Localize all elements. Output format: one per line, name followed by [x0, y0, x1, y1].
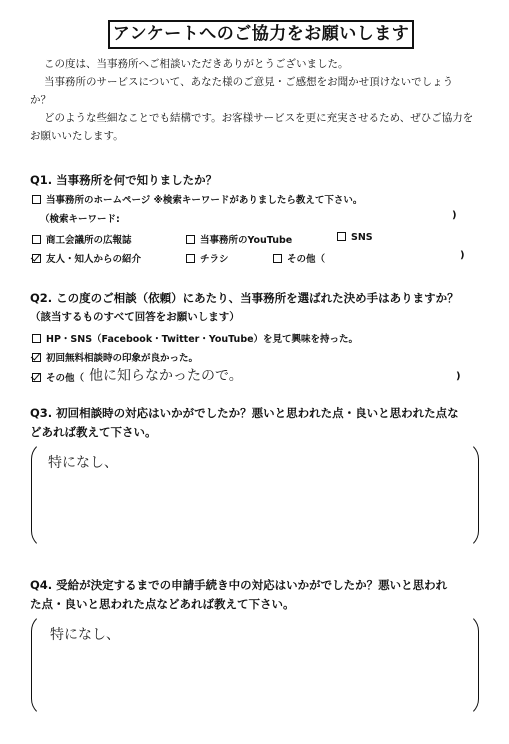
checkbox[interactable]: [337, 232, 346, 241]
q2-other-handwritten-answer[interactable]: 他に知らなかったので。: [89, 368, 243, 384]
q4-handwritten-answer: 特になし、: [50, 627, 120, 643]
q4-question-line-1: Q4. 受給が決定するまでの申請手続き中の対応はいかがでしたか？悪いと思われ: [30, 578, 448, 592]
q1-option-chamber[interactable]: [32, 232, 132, 246]
q1-question: Q1. 当事務所を何で知りましたか？: [30, 173, 218, 187]
checkbox-checked[interactable]: [32, 373, 41, 382]
q1-option-friend[interactable]: [32, 251, 141, 265]
q4-question-line-2: た点・良いと思われた点などあれば教えて下さい。: [30, 597, 295, 611]
q2-note: （該当するものすべて回答をお願いします）: [30, 311, 240, 323]
option-label: その他（: [46, 373, 85, 384]
q2-other-close-paren: ): [456, 371, 461, 382]
intro-line-1: この度は、当事務所へご相談いただきありがとうございました。: [44, 58, 349, 70]
q2-question: Q2. この度のご相談（依頼）にあたり、当事務所を選ばれた決め手はありますか？: [30, 291, 459, 305]
q1-option-flyer[interactable]: [186, 251, 229, 265]
option-label: SNS: [351, 232, 373, 243]
survey-title: アンケートへのご協力をお願いします: [108, 20, 414, 49]
checkbox-checked[interactable]: [32, 254, 41, 263]
option-label: チラシ: [200, 254, 229, 265]
q2-option-sns[interactable]: [32, 331, 358, 345]
q1-option-youtube[interactable]: [186, 232, 292, 246]
q2-option-other[interactable]: [32, 370, 84, 384]
checkbox[interactable]: [186, 254, 195, 263]
q3-question-line-2: どあれば教えて下さい。: [30, 425, 157, 439]
option-label: 商工会議所の広報誌: [46, 235, 132, 246]
option-label: 友人・知人からの紹介: [46, 254, 142, 265]
intro-line-5: お願いいたします。: [30, 130, 124, 142]
q1-keyword-label: （検索キーワード:: [40, 214, 120, 225]
option-label: 初回無料相談時の印象が良かった。: [46, 353, 199, 364]
checkbox[interactable]: [273, 254, 282, 263]
option-label: HP・SNS（Facebook・Twitter・YouTube）を見て興味を持った。: [46, 334, 359, 345]
checkbox-checked[interactable]: [32, 353, 41, 362]
q3-handwritten-answer: 特になし、: [48, 455, 118, 471]
q1-option-sns[interactable]: [337, 232, 373, 243]
option-label: 当事務所のYouTube: [200, 235, 293, 246]
intro-line-2: 当事務所のサービスについて、あなた様のご意見・ご感想をお聞かせ頂けないでしょう: [44, 76, 454, 88]
q1-keyword-close-paren: ): [452, 210, 457, 221]
q1-other-close-paren: ): [460, 250, 465, 261]
q2-option-impression[interactable]: [32, 350, 198, 364]
q3-question-line-1: Q3. 初回相談時の対応はいかがでしたか？悪いと思われた点・良いと思われた点な: [30, 406, 459, 420]
intro-line-3: か？: [30, 94, 51, 106]
intro-line-4: どのような些細なことでも結構です。お客様サービスを更に充実させるため、ぜひご協力を: [44, 112, 474, 124]
checkbox[interactable]: [32, 195, 41, 204]
q1-option-homepage[interactable]: [32, 192, 362, 206]
q1-option-other[interactable]: [273, 251, 325, 265]
option-label: その他（: [287, 254, 326, 265]
option-label: 当事務所のホームページ ※検索キーワードがありましたら教えて下さい。: [46, 195, 363, 206]
checkbox[interactable]: [186, 235, 195, 244]
checkbox[interactable]: [32, 235, 41, 244]
checkbox[interactable]: [32, 334, 41, 343]
